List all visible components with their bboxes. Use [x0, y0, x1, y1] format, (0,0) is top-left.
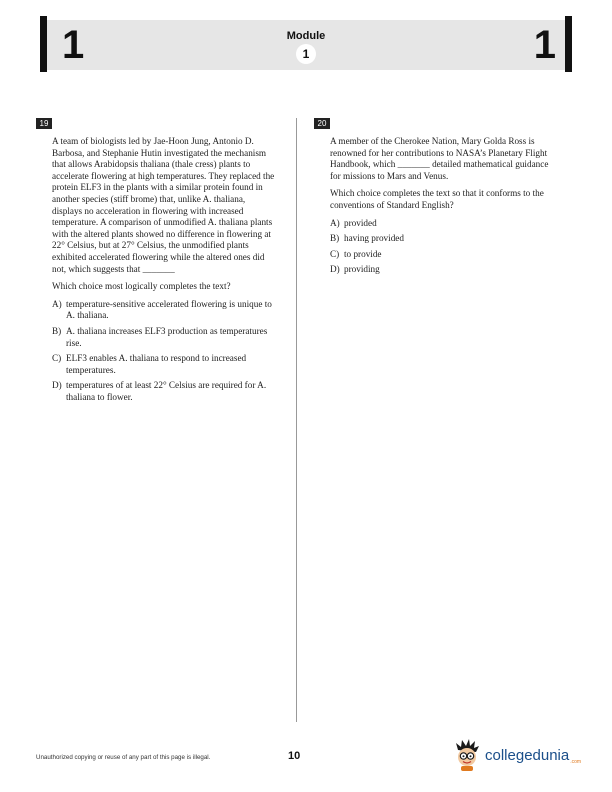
footer-legal-notice: Unauthorized copying or reuse of any part of this page is illegal. [36, 754, 211, 761]
choice-19-d[interactable] [52, 380, 277, 403]
choice-text: to provide [344, 248, 382, 259]
module-label: Module [286, 30, 326, 42]
choice-19-c[interactable] [52, 353, 277, 376]
header-left-bar [40, 16, 47, 72]
column-divider [296, 118, 297, 722]
question-20-passage: A member of the Cherokee Nation, Mary Golda Ross is renowned for her contributions to NASA’s Planetary Flight Handbook, which _______ detailed mathematical guidance for missions to Mars and Venus. [330, 136, 549, 181]
choice-letter: D) [330, 264, 340, 275]
question-19-passage: A team of biologists led by Jae-Hoon Jung, Antonio D. Barbosa, and Stephanie Hutin investigated the mechanism that allows Arabidopsis thaliana (thale cress) plants to accelerate flowering at high temperatures. They replaced the protein ELF3 in the plants with a similar protein found in another species (stiff brome) that, unlike A. thaliana, displays no acceleration in flowering with increased temperature. A comparison of unmodified A. thaliana plants with the altered plants showed no difference in flowering at 22° Celsius, but at 27° Celsius, the unmodified plants exhibited accelerated flowering while the altered ones did not, which suggests that _______ [52, 136, 275, 274]
question-number-19: 19 [36, 118, 52, 129]
header-right-bar [565, 16, 572, 72]
module-number: 1 [296, 44, 316, 64]
question-20 [330, 118, 555, 280]
question-number-20: 20 [314, 118, 330, 129]
choice-letter: D) [52, 380, 62, 391]
choice-20-b[interactable] [330, 233, 555, 245]
brand-name: collegedunia [485, 746, 570, 764]
mascot-icon [452, 738, 482, 772]
choice-letter: B) [52, 325, 62, 336]
choice-20-d[interactable] [330, 264, 555, 276]
question-20-prompt: Which choice completes the text so that it conforms to the conventions of Standard English? [330, 188, 544, 210]
question-20-choices [330, 218, 555, 276]
choice-text: providing [344, 264, 380, 275]
choice-text: A. thaliana increases ELF3 production as temperatures rise. [66, 325, 268, 348]
brand-tld: .com [570, 759, 582, 765]
choice-20-c[interactable] [330, 249, 555, 261]
choice-text: temperatures of at least 22° Celsius are required for A. thaliana to flower. [66, 380, 267, 402]
section-number-right: 1 [533, 23, 556, 67]
question-19-prompt: Which choice most logically completes the text? [52, 281, 231, 292]
choice-letter: A) [52, 298, 62, 309]
choice-letter: B) [330, 233, 340, 244]
choice-19-b[interactable] [52, 326, 277, 349]
choice-letter: A) [330, 217, 340, 228]
choice-letter: C) [52, 353, 62, 364]
choice-text: provided [344, 217, 377, 228]
choice-20-a[interactable] [330, 218, 555, 230]
question-19 [52, 118, 277, 407]
section-number-left: 1 [62, 23, 85, 67]
brand-watermark [452, 738, 581, 772]
choice-text: temperature-sensitive accelerated flowering is unique to A. thaliana. [66, 298, 272, 321]
choice-19-a[interactable] [52, 299, 277, 322]
module-indicator [266, 30, 346, 64]
choice-text: having provided [344, 233, 404, 244]
choice-letter: C) [330, 248, 340, 259]
question-19-choices [52, 299, 277, 404]
choice-text: ELF3 enables A. thaliana to respond to increased temperatures. [66, 353, 247, 375]
page-number: 10 [288, 750, 301, 762]
